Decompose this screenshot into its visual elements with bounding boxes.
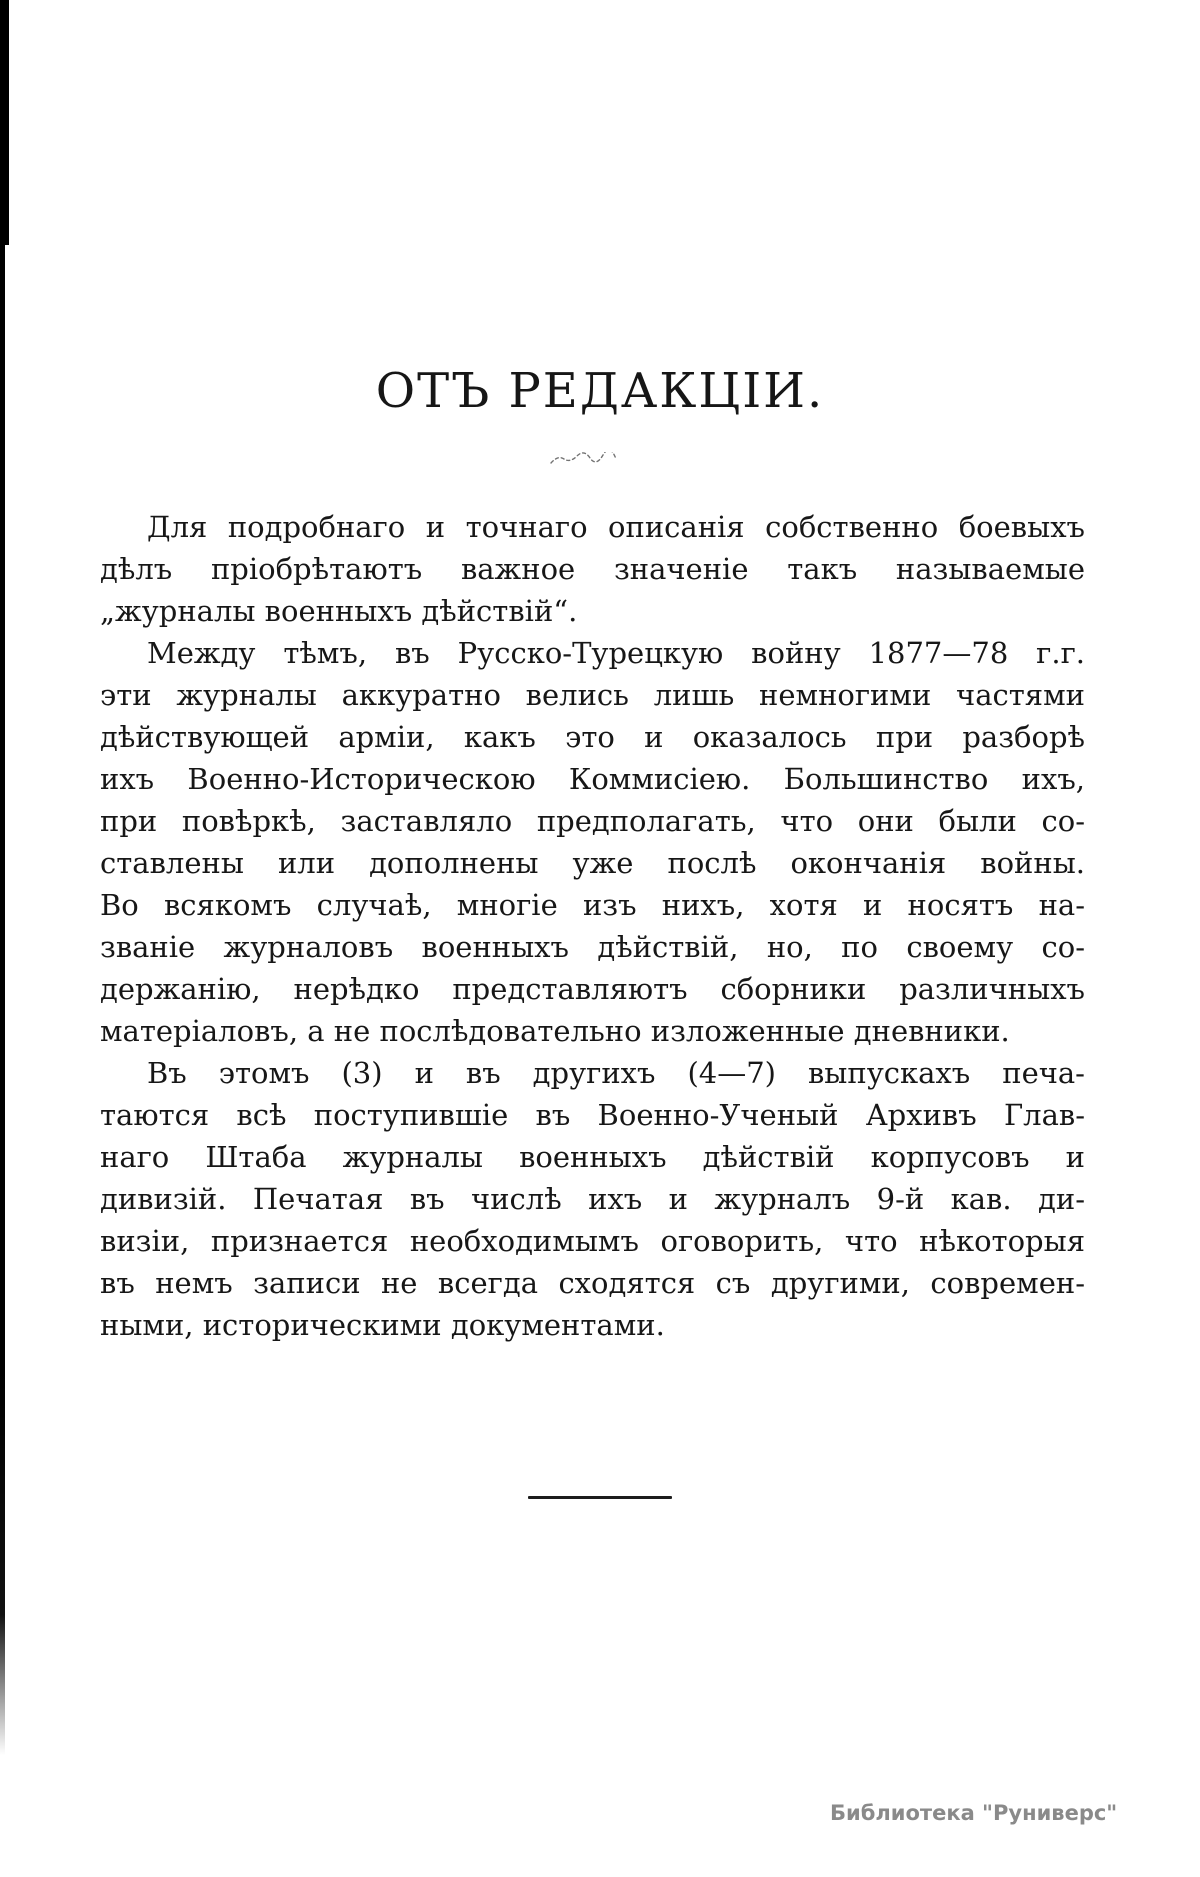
text-line: таются всѣ поступившіе въ Военно-Ученый Архивъ Глав- <box>100 1098 1085 1132</box>
text-line: дивизій. Печатая въ числѣ ихъ и журналъ 9-й кав. ди- <box>100 1182 1085 1216</box>
ornament-squiggle-icon <box>548 452 626 468</box>
text-line: въ немъ записи не всегда сходятся съ другими, современ- <box>100 1266 1085 1300</box>
text-line: ихъ Военно-Историческою Коммисіею. Большинство ихъ, <box>100 762 1085 796</box>
page-title: ОТЪ РЕДАКЦІИ. <box>375 363 825 419</box>
library-watermark: Библиотека "Руниверс" <box>830 1801 1118 1825</box>
text-line: Во всякомъ случаѣ, многіе изъ нихъ, хотя и носятъ на- <box>100 888 1085 922</box>
text-line: держанію, нерѣдко представляютъ сборники различныхъ <box>100 972 1085 1006</box>
text-line: званіе журналовъ военныхъ дѣйствій, но, по своему со- <box>100 930 1085 964</box>
end-horizontal-rule <box>528 1496 672 1499</box>
paragraph <box>100 506 1085 632</box>
text-line: „журналы военныхъ дѣйствій“. <box>100 594 578 628</box>
text-line: эти журналы аккуратно велись лишь немногими частями <box>100 678 1085 712</box>
text-line: ставлены или дополнены уже послѣ окончанія войны. <box>100 846 1085 880</box>
paragraph <box>100 632 1085 1052</box>
text-line: Для подробнаго и точнаго описанія собственно боевыхъ <box>147 510 1085 544</box>
scan-edge-artifact-top <box>0 0 9 245</box>
scan-edge-artifact <box>0 0 5 1755</box>
text-line: визіи, признается необходимымъ оговорить, что нѣкоторыя <box>100 1224 1085 1258</box>
body-text <box>100 506 1085 1346</box>
text-line: матеріаловъ, а не послѣдовательно изложенные дневники. <box>100 1014 1010 1048</box>
text-line: Между тѣмъ, въ Русско-Турецкую войну 1877—78 г.г. <box>147 636 1085 670</box>
text-line: ными, историческими документами. <box>100 1308 665 1342</box>
text-line: при повѣркѣ, заставляло предполагать, что они были со- <box>100 804 1085 838</box>
text-line: наго Штаба журналы военныхъ дѣйствій корпусовъ и <box>100 1140 1085 1174</box>
text-line: дѣлъ пріобрѣтаютъ важное значеніе такъ называемые <box>100 552 1085 586</box>
text-line: Въ этомъ (3) и въ другихъ (4—7) выпускахъ печа- <box>147 1056 1085 1090</box>
text-line: дѣйствующей арміи, какъ это и оказалось при разборѣ <box>100 720 1085 754</box>
paragraph <box>100 1052 1085 1346</box>
